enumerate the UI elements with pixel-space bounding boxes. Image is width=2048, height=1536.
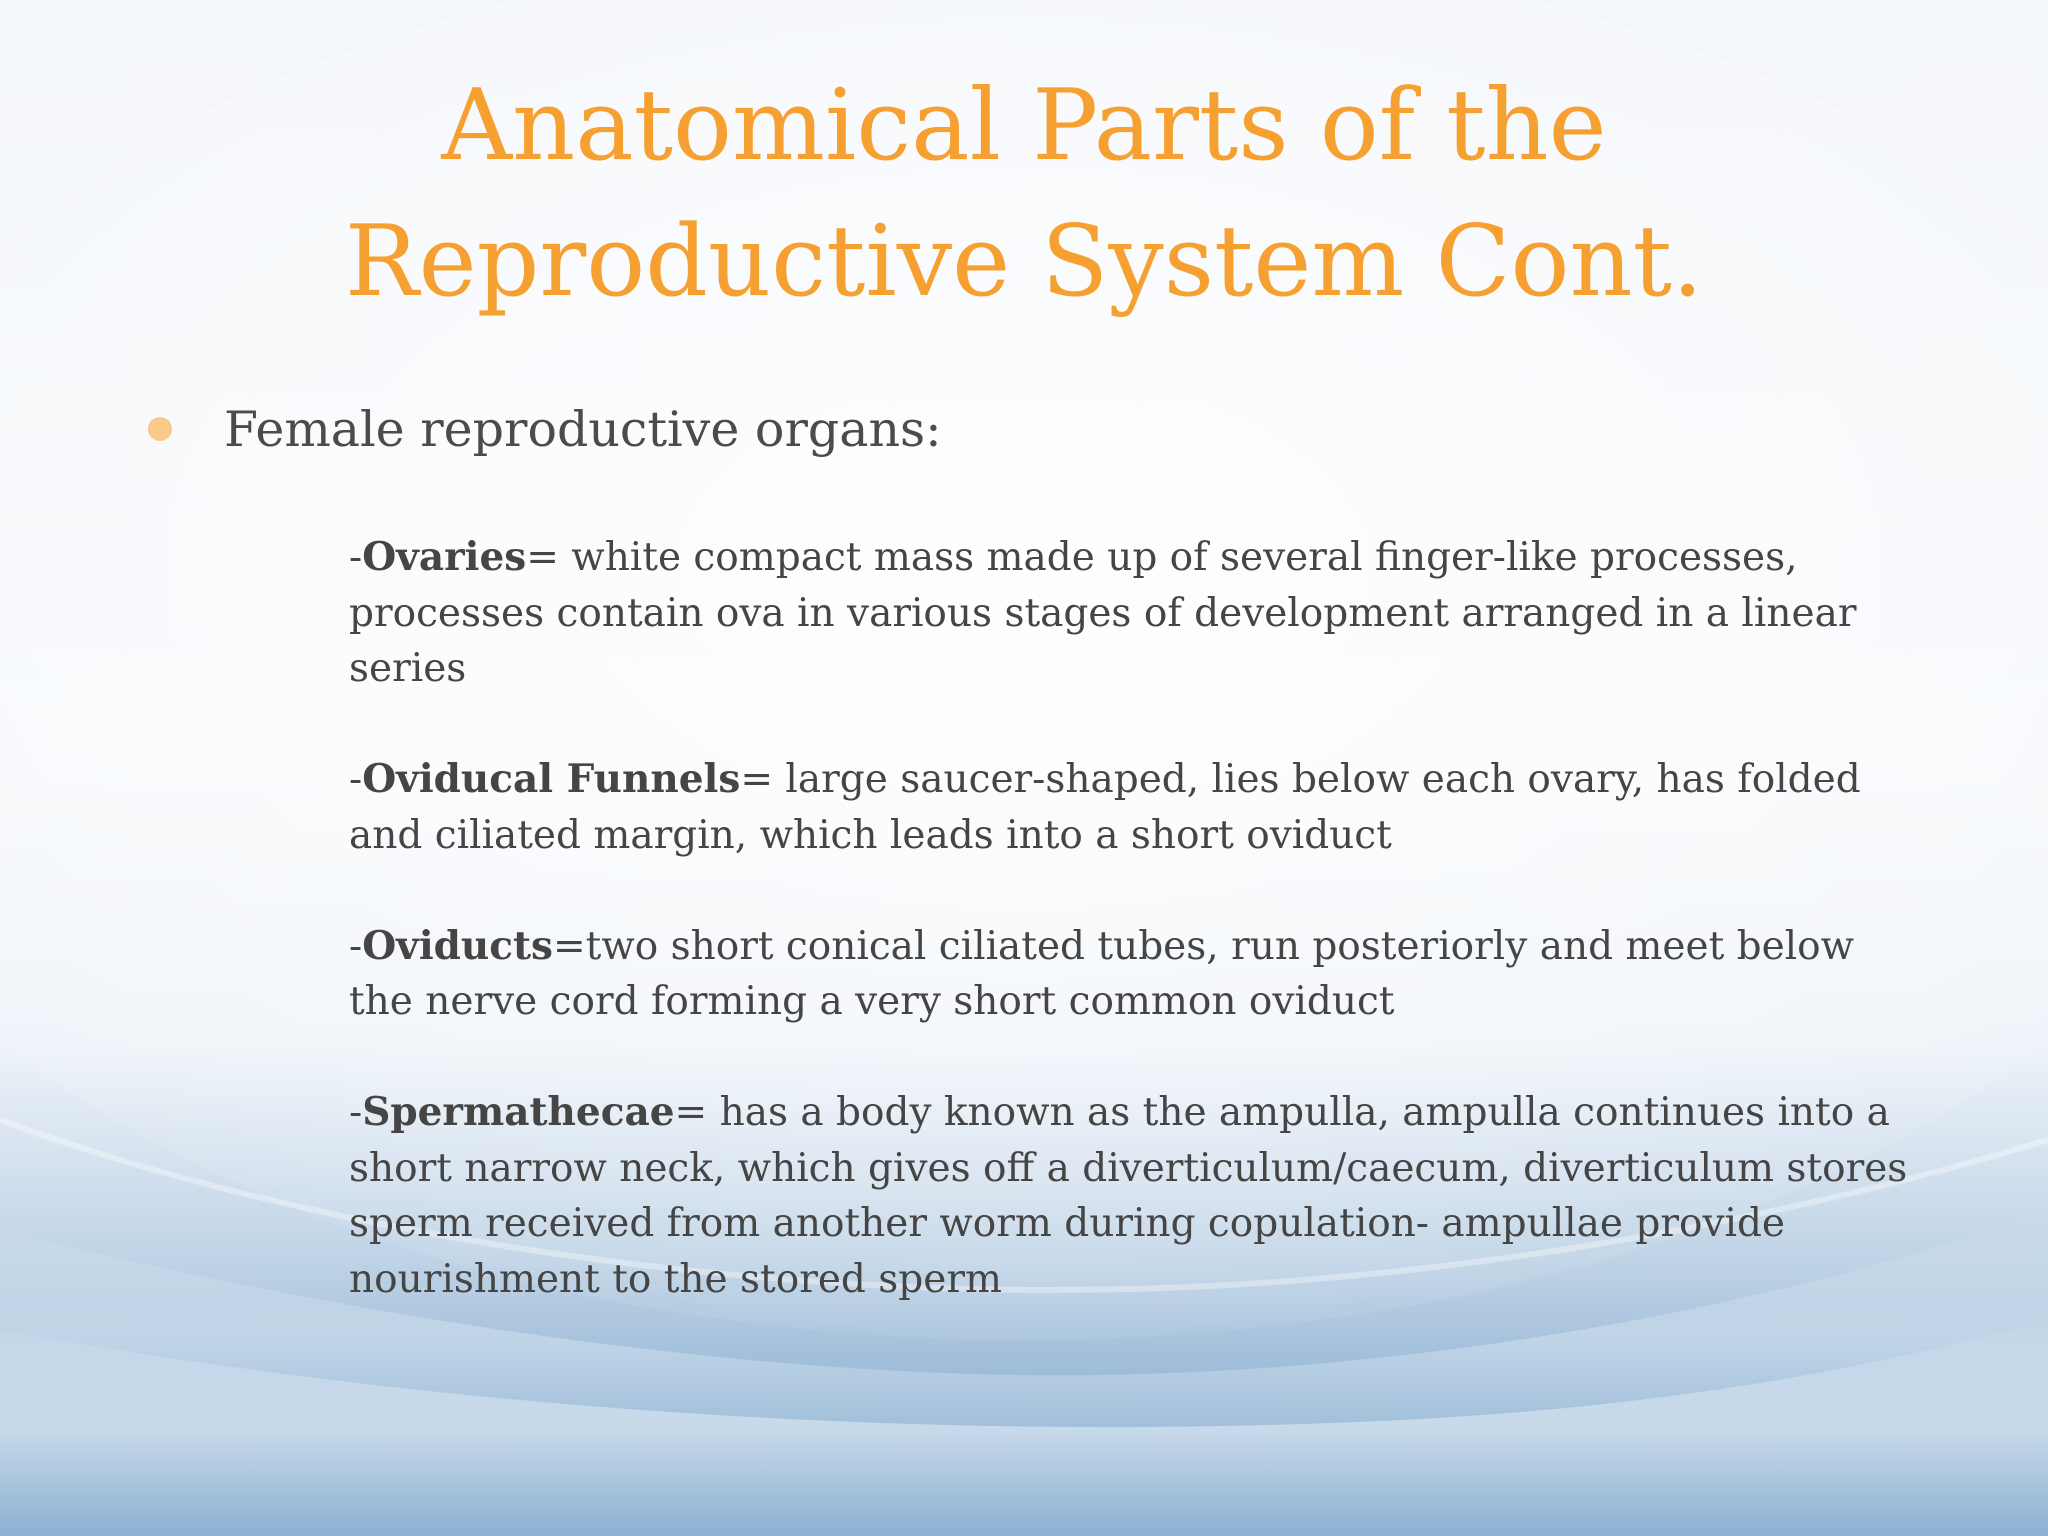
bullet-text: Female reproductive organs: [224, 400, 942, 458]
definition-oviducal-funnels [349, 752, 1909, 863]
definition-text: = white compact mass made up of several finger-like processes, processes contain ova in various stages of development arranged in a linear series [349, 535, 1857, 691]
definition-term: Oviducal Funnels [362, 756, 741, 802]
definition-term: Ovaries [362, 534, 527, 580]
definition-prefix: - [349, 923, 363, 969]
definition-prefix: - [349, 1090, 363, 1135]
bullet-item [148, 398, 942, 460]
definition-oviducts [349, 919, 1909, 1030]
definition-list [349, 530, 1909, 1363]
definition-term: Spermathecae [362, 1089, 675, 1135]
bullet-dot-icon [148, 417, 172, 441]
definition-spermathecae [349, 1085, 1909, 1307]
definition-text: =two short conical ciliated tubes, run posteriorly and meet below the nerve cord forming a very short common oviduct [349, 923, 1855, 1024]
slide-title [0, 58, 2048, 330]
definition-text: = has a body known as the ampulla, ampulla continues into a short narrow neck, which gives off a diverticulum/caecum, diverticulum stores sperm received from another worm during copulation- ampullae provide nourishment to the stored sperm [349, 1090, 1908, 1302]
definition-prefix: - [349, 535, 363, 580]
definition-ovaries [349, 530, 1909, 697]
definition-prefix: - [349, 757, 363, 802]
slide-title-line-2: Reproductive System Cont. [344, 205, 1704, 319]
definition-term: Oviducts [362, 922, 553, 969]
slide-title-line-1: Anatomical Parts of the [441, 69, 1607, 183]
definition-text: = large saucer-shaped, lies below each ovary, has folded and ciliated margin, which leads into a short oviduct [349, 757, 1861, 858]
